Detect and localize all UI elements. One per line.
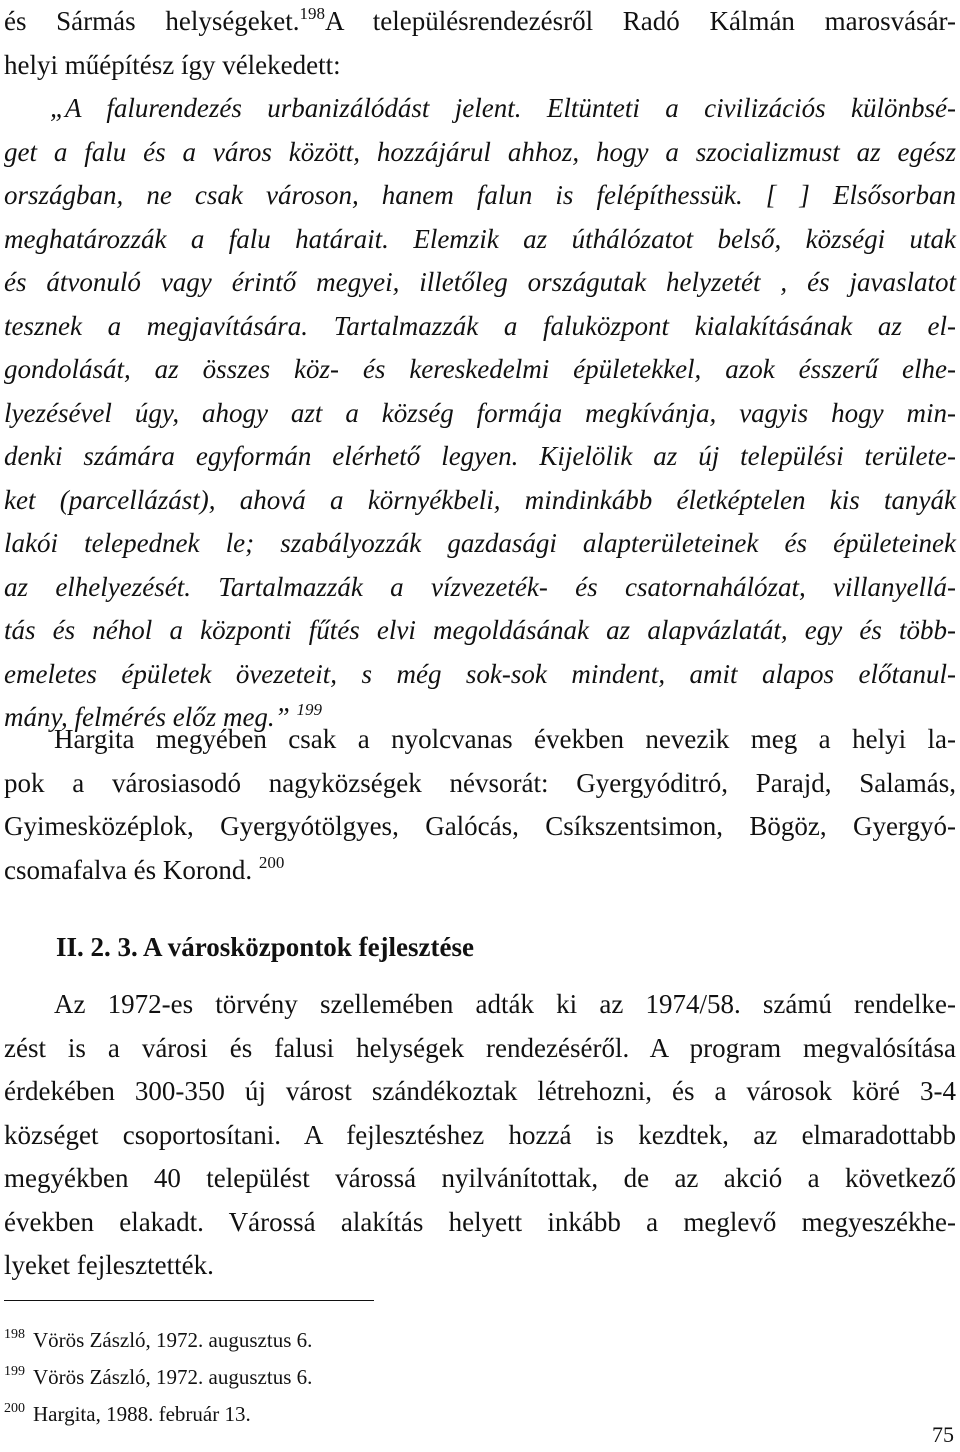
quote-line: get a falu és a város között, hozzájárul ahhoz, hogy a szocializmust az egész [4, 136, 956, 167]
quote-line: tesznek a megjavítására. Tartalmazzák a faluközpont kialakításának az el- [4, 310, 956, 341]
footnote-ref-199[interactable]: 199 [296, 700, 322, 719]
page-number: 75 [932, 1422, 954, 1447]
footnote-number: 198 [4, 1327, 25, 1342]
quote-line: emeletes épületek övezeteit, s még sok-sok mindent, amit alapos előtanul- [4, 658, 956, 689]
footnote-text: Vörös Zászló, 1972. augusztus 6. [33, 1328, 313, 1352]
quote-line: országban, ne csak városon, hanem falun is felépíthessük. [ ] Elsősorban [4, 180, 956, 210]
footnote-divider [4, 1300, 374, 1301]
text-line [4, 849, 956, 893]
paragraph-intro [4, 0, 956, 87]
quote-line: és átvonuló vagy érintő megyei, illetőleg országutak helyzetét , és javaslatot [4, 267, 956, 297]
footnote-ref-200[interactable]: 200 [258, 852, 285, 872]
quote-line: tás és néhol a központi fűtés elvi megoldásának az alapvázlatát, egy és több- [4, 615, 956, 645]
footnote-199 [4, 1359, 312, 1396]
text-segment: és Sármás helységeket. [4, 6, 300, 36]
footnote-200 [4, 1396, 312, 1433]
text-line: megyékben 40 települést várossá nyilvánítottak, de az akció a következő [4, 1163, 956, 1193]
footnote-text: Vörös Zászló, 1972. augusztus 6. [33, 1365, 313, 1389]
footnote-text: Hargita, 1988. február 13. [33, 1402, 251, 1426]
footnotes-list [4, 1322, 312, 1433]
footnote-number: 199 [4, 1364, 25, 1379]
text-line: lyeket fejlesztették. [4, 1250, 214, 1280]
section-heading: II. 2. 3. A városközpontok fejlesztése [56, 932, 474, 962]
quote-line: lyezésével úgy, ahogy azt a község formája megkívánja, vagyis hogy min- [4, 397, 956, 428]
text-line [4, 0, 956, 44]
text-line: községet csoportosítani. A fejlesztéshez hozzá is kezdtek, az elmaradottabb [4, 1119, 956, 1150]
text-line: érdekében 300-350 új várost szándékoztak létrehozni, és a városok köré 3-4 [4, 1076, 956, 1106]
text-line: pok a városiasodó nagyközségek névsorát: Gyergyóditró, Parajd, Salamás, [4, 767, 956, 798]
text-segment: csomafalva és Korond. [4, 854, 253, 885]
footnote-ref-198[interactable]: 198 [299, 4, 326, 23]
text-segment: A településrendezésről Radó Kálmán marosvásár- [325, 6, 957, 36]
quote-line: az elhelyezését. Tartalmazzák a vízvezeték- és csatornahálózat, villanyellá- [4, 571, 956, 602]
footnote-198 [4, 1322, 312, 1359]
quote-line: lakói telepednek le; szabályozzák gazdasági alapterületeinek és épületeinek [4, 528, 956, 558]
text-segment: mány, felmérés előz meg. [4, 702, 275, 732]
quote-line: meghatározzák a falu határait. Elemzik az úthálózatot belső, községi utak [4, 223, 956, 254]
text-line: Az 1972-es törvény szellemében adták ki az 1974/58. számú rendelke- [54, 989, 956, 1019]
block-quote [4, 87, 956, 740]
footnote-number: 200 [4, 1401, 25, 1416]
text-line: helyi műépítész így vélekedett: [4, 49, 341, 80]
paragraph-hargita [4, 718, 956, 892]
paragraph-city-centres [4, 983, 956, 1288]
text-line: Hargita megyében csak a nyolcvanas években nevezik meg a helyi la- [54, 724, 956, 754]
text-line: években elakadt. Várossá alakítás helyett inkább a meglevő megyeszékhe- [4, 1206, 956, 1237]
quote-line: „A falurendezés urbanizálódást jelent. Eltünteti a civilizációs különbsé- [50, 93, 956, 123]
quote-line: mány, felmérés előz meg.” $^{199}$ [4, 700, 322, 732]
quote-line: gondolását, az összes köz- és kereskedelmi épületekkel, azok ésszerű elhe- [4, 354, 956, 384]
text-line: zést is a városi és falusi helységek rendezéséről. A program megvalósítása [4, 1032, 956, 1063]
quote-line: denki számára egyformán elérhető legyen. Kijelölik az új települési területe- [4, 441, 956, 471]
text-line: Gyimesközéplok, Gyergyótölgyes, Galócás, Csíkszentsimon, Bögöz, Gyergyó- [4, 811, 956, 841]
quote-line: ket (parcellázást), ahová a környékbeli, mindinkább életképtelen kis tanyák [4, 484, 956, 515]
